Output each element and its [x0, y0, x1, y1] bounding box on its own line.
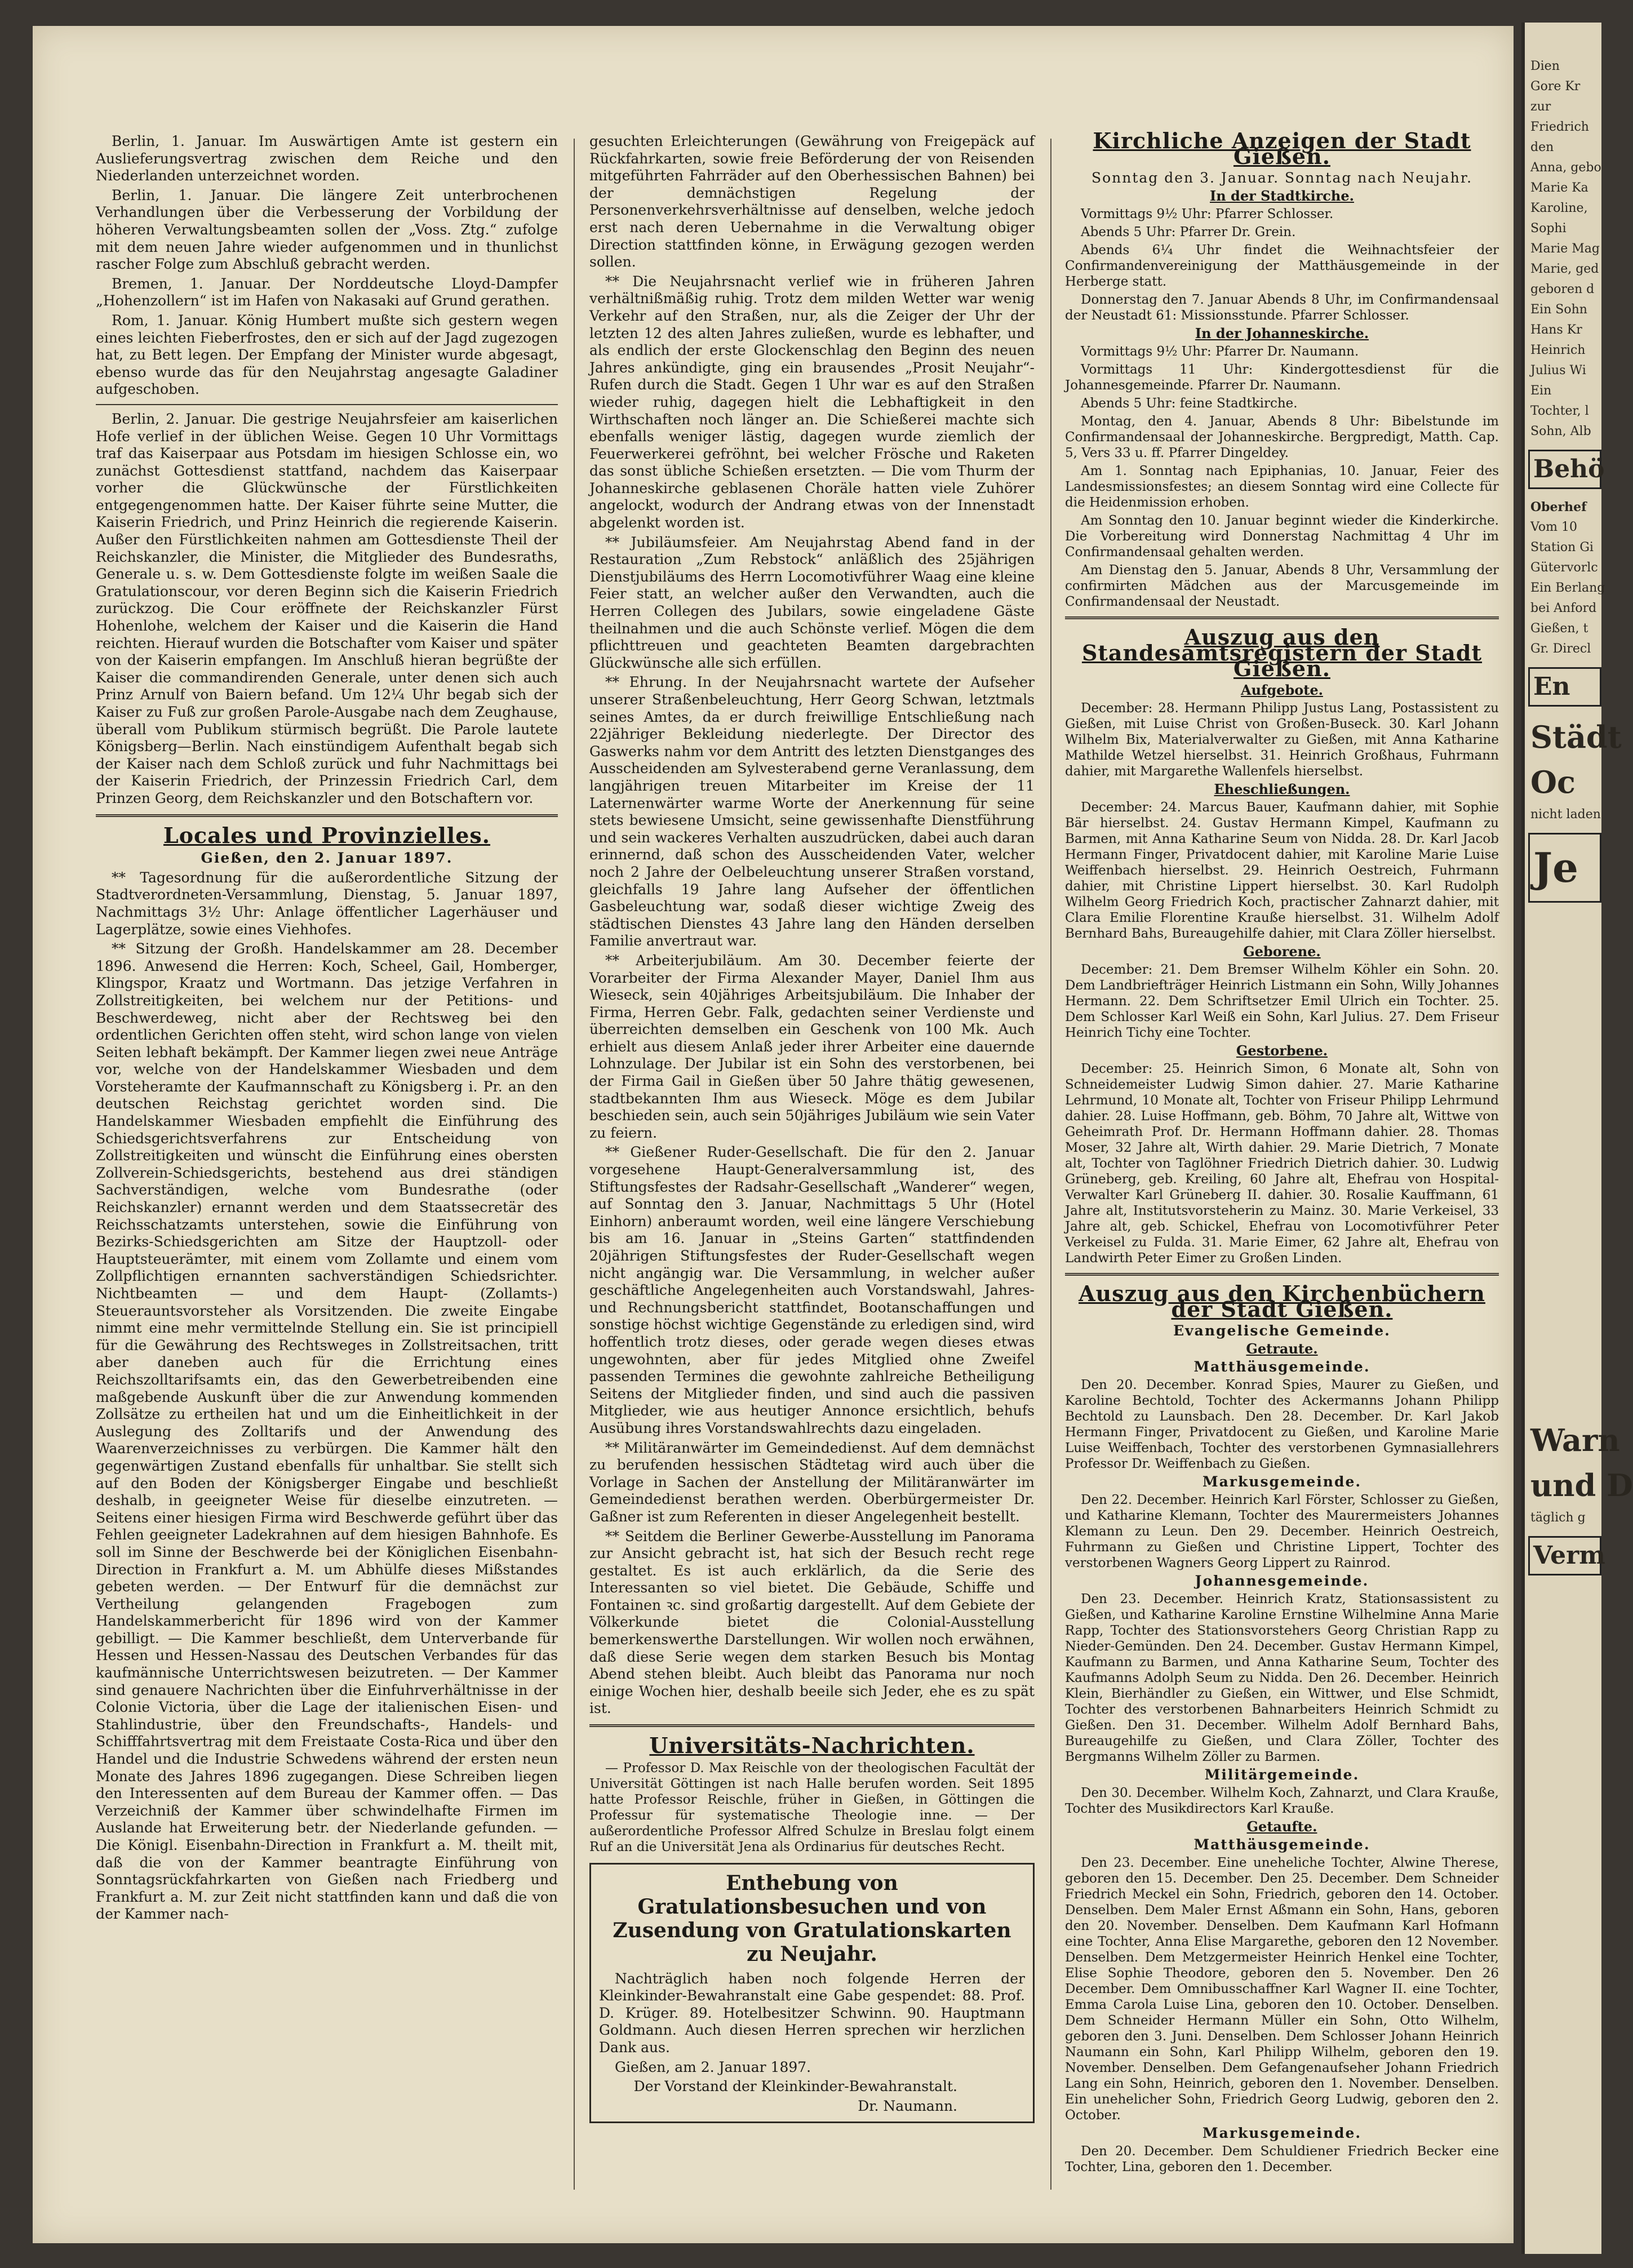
column-divider: [1050, 139, 1051, 2190]
fragment-text: Hans Kr: [1530, 323, 1582, 337]
fragment-text: Gore Kr: [1530, 79, 1581, 94]
article-paragraph: ** Militäranwärter im Gemeindedienst. Auf dem demnächst zu berufenden hessischen Städtetag wird auch über die Vorlage in Sachen der Anstellung der Militäranwärter im Gemeindedienst berathen werden. Oberbürgermeister Dr. Gaßner ist zum Referenten in dieser Angelegenheit bestellt.: [589, 1439, 1035, 1525]
fragment-text: nicht laden: [1530, 807, 1601, 822]
fragment-text: Marie, ged: [1530, 262, 1599, 276]
article-paragraph: — Professor D. Max Reischle von der theologischen Facultät der Universität Göttingen ist nach Halle berufen worden. Seit 1895 hatte Professor Reischle, früher in Gießen, in Göttingen die Professur für systematische Theologie inne. — Der außerordentliche Professor Alfred Schulze in Breslau folgt einem Ruf an die Universität Jena als Ordinarius für deutsches Recht.: [589, 1760, 1035, 1854]
ad-fragment: En: [1528, 667, 1601, 707]
column-divider: [574, 139, 575, 2190]
article-paragraph: ** Arbeiterjubiläum. Am 30. December feierte der Vorarbeiter der Firma Alexander Mayer, Daniel Ihm aus Wieseck, sein 40jähriges Arbeitsjubiläum. Die Inhaber der Firma, Herren Gebr. Falk, gedachten seiner Verdienste und überreichten demselben ein Geschenk von 100 Mk. Auch erhielt aus diesem Anlaß jeder ihrer Arbeiter eine dauernde Lohnzulage. Der Jubilar ist ein Sohn des verstorbenen, bei der Firma Gail in Gießen über 50 Jahre thätig gewesenen, stadtbekannten Ihm aus Wieseck. Möge es dem Jubilar beschieden sein, auch sein 50jähriges Jubiläum wie sein Vater zu feiern.: [589, 952, 1035, 1141]
notice-heading: Enthebung von Gratulationsbesuchen und von Zusendung von Gratulationskarten zu Neujahr.: [613, 1871, 1011, 1966]
register-subheading: Aufgebote.: [1241, 682, 1323, 698]
section-heading: Auszug aus den Kirchenbüchern der Stadt Gießen.: [1079, 1281, 1485, 1322]
fragment-text: Friedrich: [1530, 120, 1589, 134]
fragment-text: Ein Sohn: [1530, 303, 1587, 317]
fragment-text: Tochter, l: [1530, 404, 1589, 418]
church-line: Am 1. Sonntag nach Epiphanias, 10. Januar, Feier des Landesmissionsfestes; an diesem Sonntag wird eine Collecte für die Heidenmission erhoben.: [1065, 464, 1499, 510]
kb-text: Den 23. December. Eine uneheliche Tochter, Alwine Therese, geboren den 15. December. Den 25. December. Dem Schneider Friedrich Meckel ein Sohn, Friedrich, geboren den 14. October. Denselben. Dem Maler Ernst Aßmann ein Sohn, Hans, geboren den 20. November. Denselben. Dem Kaufmann Karl Hofmann eine Tochter, Anna Elise Margarethe, geboren den 12 November. Denselben. Dem Metzgermeister Heinrich Henkel eine Tochter, Elise Sophie Theodore, geboren den 5. November. Den 26 December. Dem Omnibusschaffner Karl Wagner II. eine Tochter, Emma Carola Luise Lina, geboren den 10. October. Denselben. Dem Schneider Hermann Müller ein Sohn, Otto Wilhelm, geboren den 3. Juni. Denselben. Dem Schlosser Johann Heinrich Naumann ein Sohn, Karl Philipp Wilhelm, geboren den 19. November. Denselben. Dem Gefangenaufseher Johann Friedrich Lang ein Sohn, Heinrich, geboren den 1. November. Denselben. Ein unehelicher Sohn, Friedrich Georg Ludwig, geboren den 2. October.: [1065, 1856, 1499, 2123]
fragment-text: täglich g: [1530, 1511, 1586, 1525]
kb-parish: Militärgemeinde.: [1204, 1767, 1360, 1783]
divider: [1065, 1273, 1499, 1276]
ad-fragment: Warn: [1530, 1422, 1620, 1458]
fragment-text: Julius Wi: [1530, 363, 1586, 378]
article-paragraph: Bremen, 1. Januar. Der Norddeutsche Lloyd-Dampfer „Hohenzollern“ ist im Hafen von Nakasaki auf Grund gerathen.: [96, 275, 558, 309]
kb-parish: Markusgemeinde.: [1202, 2125, 1362, 2141]
notice-text: Nachträglich haben noch folgende Herren der Kleinkinder-Bewahranstalt eine Gabe gespendet: 88. Prof. D. Krüger. 89. Hotelbesitzer Schwinn. 90. Hauptmann Goldmann. Auch diesen Herren sprechen wir herzlichen Dank aus.: [599, 1970, 1025, 2056]
fragment-text: Gießen, t: [1530, 622, 1588, 636]
kb-text: Den 20. December. Dem Schuldiener Friedrich Becker eine Tochter, Lina, geboren den 1. December.: [1065, 2144, 1499, 2174]
fragment-text: Ein: [1530, 384, 1552, 398]
article-paragraph: ** Jubiläumsfeier. Am Neujahrstag Abend fand in der Restauration „Zum Rebstock“ anläßlich des 25jährigen Dienstjubiläums des Herrn Locomotivführer Waag eine kleine Feier statt, an welcher außer den Verwandten, auch die Herren Collegen des Jubilars, sowie eingeladene Gäste theilnahmen und die auch Schönste verlief. Mögen die dem pflichttreuen und geachteten Beamten dargebrachten Glückwünsche alle sich erfüllen.: [589, 534, 1035, 671]
article-paragraph: ** Sitzung der Großh. Handelskammer am 28. December 1896. Anwesend die Herren: Koch, Scheel, Gail, Homberger, Klingspor, Kraatz und Wortmann. Das jetzige Verfahren in Zollstreitigkeiten, bei welchem nur der Petitions- und Beschwerdeweg, nicht aber der Rechtsweg bei den ordentlichen Gerichten offen steht, wird schon lange von vielen Seiten lebhaft bekämpft. Der Kammer liegen zwei neue Anträge vor, welche von der Handelskammer Wiesbaden und dem Vorsteheramte der Kaufmannschaft zu Königsberg i. Pr. an den deutschen Reichstag gerichtet worden sind. Die Handelskammer Wiesbaden empfiehlt die Einführung des Schiedsgerichtsverfahrens zur Entscheidung von Zollstreitigkeiten und wünscht die Einführung eines obersten Zollverein-Schiedsgerichts, bestehend aus drei ständigen Sachverständigen, welche vom Bundesrathe (oder Reichskanzler) ernannt werden und dem Staatssecretär des Reichsschatzamts unterstehen, sowie die Einführung von Bezirks-Schiedsgerichten am Sitze der Hauptzoll- oder Hauptsteuerämter, mit einem vom Zollamte und einem vom Zollpflichtigen ernannten sachverständigen Schiedsrichter. Nichtbeamten — und dem Haupt- (Zollamts-) Steuerauntsvorsteher als Vorsitzenden. Die zweite Eingabe nimmt eine mehr vermittelnde Stellung ein. Sie ist principiell für die Gewährung des Rechtsweges in Zollstreitsachen, tritt aber daneben auch für die Errichtung eines Reichszolltarifsamts ein, das den Gewerbetreibenden eine maßgebende Auskunft über die zur Anwendung kommenden Zollsätze zu ertheilen hat und um die Einheitlichkeit in der Auslegung des Zolltarifs und der Anwendung des Waarenverzeichnisses zu verbürgen. Die Kammer hält den gegenwärtigen Zustand ebenfalls für unhaltbar. Sie stellt sich auf den Boden der Königsberger Eingabe und beschließt deshalb, in geeigneter Weise für dieselbe einzutreten. — Seitens einer hiesigen Firma wird Beschwerde geführt über das Fehlen geeigneter Ladekrahnen auf dem hiesigen Bahnhofe. Es soll im Sinne der Beschwerde bei der Königlichen Eisenbahn-Direction in Frankfurt a. M. um Abhülfe dieses Mißstandes gebeten werden. — Der Entwurf für die demnächst zur Vertheilung gelangenden Fragebogen zum Handelskammerbericht für 1896 wird von der Kammer gebilligt. — Die Kammer beschließt, dem Unterverbande für Hessen und Hessen-Nassau des Deutschen Verbandes für das kaufmännische Unterrichtswesen beizutreten. — Der Kammer sind genauere Nachrichten über die Einfuhrverhältnisse in der Colonie Victoria, über die Lage der italienischen Eisen- und Stahlindustrie, über den Freundschafts-, Handels- und Schifffahrtsvertrag mit dem Freistaate Costa-Rica und über den Handel und die Industrie Schwedens während der ersten neun Monate des Jahres 1896 zugegangen. Diese Schreiben liegen den Interessenten auf dem Bureau der Kammer offen. — Das Verzeichniß der Kammer über schwindelhafte Firmen im Auslande hat Erweiterung betr. der Niederlande gefunden. — Die Königl. Eisenbahn-Direction in Frankfurt a. M. theilt mit, daß die von der Kammer beantragte Einführung von Sonntagsrückfahrkarten von Gießen nach Friedberg und Frankfurt a. M. zur Zeit nicht stattfinden kann und daß die von der Kammer nach-: [96, 940, 558, 1923]
divider: [589, 1724, 1035, 1727]
article-paragraph: ** Tagesordnung für die außerordentliche Sitzung der Stadtverordneten-Versammlung, Dienstag, 5. Januar 1897, Nachmittags 3½ Uhr: Anlage öffentlicher Lagerhäuser und Lagerplätze, sowie eines Viehhofes.: [96, 869, 558, 938]
notice-box: [589, 1863, 1035, 2124]
register-subheading: Eheschließungen.: [1214, 781, 1350, 797]
divider: [96, 814, 558, 817]
kb-parish: Matthäusgemeinde.: [1193, 1836, 1370, 1853]
newspaper-page: [33, 26, 1514, 2243]
fragment-text: Anna, gebo: [1530, 161, 1601, 175]
fragment-text: geboren d: [1530, 282, 1595, 296]
adjacent-page: [1521, 23, 1633, 2254]
article-paragraph: Berlin, 1. Januar. Im Auswärtigen Amte ist gestern ein Auslieferungsvertrag zwischen dem Reiche und den Niederlanden unterzeichnet worden.: [96, 133, 558, 184]
section-heading: Universitäts-Nachrichten.: [649, 1733, 975, 1759]
register-text: December: 24. Marcus Bauer, Kaufmann dahier, mit Sophie Bär hierselbst. 24. Gustav Hermann Kimpel, Kaufmann zu Barmen, mit Anna Katharine Seum von Nidda. 28. Dr. Karl Jacob Hermann Finger, Privatdocent dahier, mit Karoline Marie Luise Weiffenbach hierselbst. 29. Heinrich Oestreich, Fuhrmann dahier, mit Christine Lippert hierselbst. 30. Karl Rudolph Wilhelm Georg Friedrich Koch, practischer Zahnarzt dahier, mit Clara Emilie Florentine Krauße hierselbst. 31. Wilhelm Adolf Bernhard Bahs, Bureaugehilfe dahier, mit Clara Zöller hierselbst.: [1065, 800, 1499, 941]
church-line: Abends 5 Uhr: Pfarrer Dr. Grein.: [1081, 225, 1296, 239]
notice-signature: Dr. Naumann.: [858, 2097, 957, 2114]
fragment-text: Gütervorlc: [1530, 561, 1598, 575]
church-line: Abends 6¼ Uhr findet die Weihnachtsfeier der Confirmandenvereinigung der Matthäusgemeinde in der Herberge statt.: [1065, 243, 1499, 289]
church-line: Vormittags 9½ Uhr: Pfarrer Dr. Naumann.: [1081, 344, 1359, 359]
kb-parish: Johannesgemeinde.: [1195, 1573, 1369, 1589]
fragment-text: zur: [1530, 100, 1551, 114]
fragment-text: Marie Ka: [1530, 181, 1588, 195]
fragment-text: Station Gi: [1530, 540, 1594, 554]
church-line: Am Dienstag den 5. Januar, Abends 8 Uhr, Versammlung der confirmirten Mädchen aus der Marcusgemeinde im Confirmandensaal der Neustadt.: [1065, 563, 1499, 609]
register-text: December: 21. Dem Bremser Wilhelm Köhler ein Sohn. 20. Dem Landbriefträger Heinrich Listmann ein Sohn, Willy Johannes Hermann. 22. Dem Schriftsetzer Emil Ulrich ein Tochter. 25. Dem Schlosser Karl Weiß ein Sohn, Karl Julius. 27. Dem Friseur Heinrich Tichy eine Tochter.: [1065, 962, 1499, 1040]
church-subheading: In der Stadtkirche.: [1210, 188, 1354, 204]
column-right: [1065, 128, 1499, 2177]
kb-subheading: Getaufte.: [1246, 1818, 1317, 1835]
fragment-text: den: [1530, 140, 1554, 154]
kb-parish: Markusgemeinde.: [1202, 1473, 1362, 1490]
kb-parish: Matthäusgemeinde.: [1193, 1359, 1370, 1375]
column-left: [96, 133, 558, 1925]
fragment-text: Sophi: [1530, 221, 1567, 236]
church-line: Vormittags 9½ Uhr: Pfarrer Schlosser.: [1081, 207, 1334, 221]
register-subheading: Gestorbene.: [1236, 1042, 1328, 1059]
fragment-text: Ein Berlang: [1530, 581, 1605, 595]
fragment-text: Vom 10: [1530, 520, 1577, 534]
ad-fragment: und D: [1530, 1467, 1633, 1503]
fragment-text: bei Anford: [1530, 601, 1597, 615]
church-line: Abends 5 Uhr: feine Stadtkirche.: [1081, 396, 1298, 411]
ad-fragment: Oc: [1530, 764, 1576, 800]
kb-text: Den 20. December. Konrad Spies, Maurer zu Gießen, und Karoline Bechtold, Tochter des Ackermanns Johann Philipp Bechtold zu Launsbach. Den 28. December. Dr. Karl Jakob Hermann Finger, Privatdocent zu Gießen, und Karoline Marie Luise Weiffenbach, Tochter des verstorbenen Gymnasiallehrers Professor Dr. Weiffenbach zu Gießen.: [1065, 1378, 1499, 1471]
article-paragraph: ** Seitdem die Berliner Gewerbe-Ausstellung im Panorama zur Ansicht gebracht ist, hat sich der Besuch recht rege gestaltet. Es ist auch erklärlich, da die Serie des Interessanten so viel bietet. Die Gebäude, Schiffe und Fontainen ꝛc. sind großartig dargestellt. Auf dem Gebiete der Völkerkunde bietet die Colonial-Ausstellung bemerkenswerthe Darstellungen. Wir wollen noch erwähnen, daß diese Serie wegen dem starken Besuch bis Montag Abend stehen bleibt. Auch bleibt das Panorama nur noch einige Wochen hier, deshalb beeile sich Jeder, ehe es zu spät ist.: [589, 1528, 1035, 1717]
divider: [1065, 616, 1499, 619]
article-paragraph: Berlin, 2. Januar. Die gestrige Neujahrsfeier am kaiserlichen Hofe verlief in der üblichen Weise. Gegen 10 Uhr Vormittags traf das Kaiserpaar aus Potsdam im hiesigen Schlosse ein, wo zunächst Gottesdienst stattfand, nachdem das Kaiserpaar vorher die Glückwünsche der Fürstlichkeiten entgegengenommen hatte. Der Kaiser führte seine Mutter, die Kaiserin Friedrich, und Prinz Heinrich die regierende Kaiserin. Außer den Fürstlichkeiten nahmen am Gottesdienste Theil der Reichskanzler, die Minister, die Mitglieder des Bundesraths, Generale u. s. w. Dem Gottesdienste folgte im weißen Saale die Gratulationscour, vor deren Beginn sich die Kaiserin Friedrich zurückzog. Die Cour eröffnete der Reichskanzler Fürst Hohenlohe, welchem der Kaiser und die Kaiserin die Hand reichten. Hierauf wurden die Botschafter vom Kaiser und später von der Kaiserin empfangen. Im Anschluß hieran begrüßte der Kaiser die commandirenden Generale, unter denen sich auch Prinz Arnulf von Baiern befand. Um 12¼ Uhr begab sich der Kaiser zu Fuß zur großen Parole-Ausgabe nach dem Zeughause, überall vom Publikum stürmisch begrüßt. Die Parole lautete Königsberg—Berlin. Nach einstündigem Aufenthalt begab sich der Kaiser nach dem Schloß zurück und fuhr Nachmittags bei der Kaiserin Friedrich, der Prinzessin Friedrich Carl, dem Prinzen Georg, dem Reichskanzler und den Botschaftern vor.: [96, 410, 558, 806]
register-text: December: 25. Heinrich Simon, 6 Monate alt, Sohn von Schneidemeister Ludwig Simon dahier. 27. Marie Katharine Lehrmund, 10 Monate alt, Tochter von Friseur Philipp Lehrmund dahier. 28. Luise Hoffmann, geb. Böhm, 70 Jahre alt, Wittwe von Geheimrath Prof. Dr. Hermann Hoffmann dahier. 28. Thomas Moser, 32 Jahre alt, Wirth dahier. 29. Marie Dietrich, 7 Monate alt, Tochter von Taglöhner Friedrich Dietrich dahier. 30. Ludwig Grüneberg, geb. Kreiling, 60 Jahre alt, Ehefrau von Hospital-Verwalter Karl Grüneberg II. dahier. 30. Rosalie Kauffmann, 61 Jahre alt, Institutsvorsteherin zu Mainz. 30. Marie Verkeisel, 33 Jahre alt, geb. Schickel, Ehefrau von Locomotivführer Peter Verkeisel zu Fulda. 31. Marie Eimer, 62 Jahre alt, Ehefrau von Landwirth Peter Eimer zu Großen Linden.: [1065, 1062, 1499, 1266]
section-heading: Locales und Provinzielles.: [163, 822, 491, 848]
church-line: Am Sonntag den 10. Januar beginnt wieder die Kinderkirche. Die Vorbereitung wird Donnerstag Nachmittag 4 Uhr im Confirmandensaal gehalten werden.: [1065, 513, 1499, 560]
kb-text: Den 30. December. Wilhelm Koch, Zahnarzt, und Clara Krauße, Tochter des Musikdirectors Karl Krauße.: [1065, 1786, 1499, 1816]
register-subheading: Geborene.: [1243, 943, 1321, 960]
church-line: Montag, den 4. Januar, Abends 8 Uhr: Bibelstunde im Confirmandensaal der Johanneskirche. Bergpredigt, Matth. Cap. 5, Vers 33 u. ff. Pfarrer Dingeldey.: [1065, 414, 1499, 460]
column-middle: [589, 133, 1035, 2131]
kb-text: Den 22. December. Heinrich Karl Förster, Schlosser zu Gießen, und Katharine Klemann, Tochter des Maurermeisters Johannes Klemann zu Leun. Den 29. December. Heinrich Oestreich, Fuhrmann zu Gießen und Christine Lippert, Tochter des verstorbenen Wagners Georg Lippert zu Rainrod.: [1065, 1493, 1499, 1570]
fragment-text: Heinrich: [1530, 343, 1586, 357]
kb-text: Den 23. December. Heinrich Kratz, Stationsassistent zu Gießen, und Katharine Karoline Ernstine Wilhelmine Anna Marie Rapp, Tochter des Stationsvorstehers Georg Christian Rapp zu Nieder-Gemünden. Den 24. December. Gustav Hermann Kimpel, Kaufmann zu Barmen, und Anna Katharine Seum, Tochter des Kaufmanns Adolph Seum zu Nidda. Den 26. December. Heinrich Klein, Bierhändler zu Gießen, ein Wittwer, und Else Schmidt, Tochter des verstorbenen Bahnarbeiters Heinrich Schmidt zu Gießen. Den 31. December. Wilhelm Adolf Bernhard Bahs, Bureaugehilfe zu Gießen, und Clara Zöller, Tochter des Bergmanns Wilhelm Zöller zu Barmen.: [1065, 1592, 1499, 1764]
fragment-text: Karoline,: [1530, 201, 1588, 215]
ad-fragment: Städt: [1530, 719, 1622, 755]
notice-signature: Der Vorstand der Kleinkinder-Bewahranstalt.: [633, 2078, 957, 2095]
article-paragraph: Berlin, 1. Januar. Die längere Zeit unterbrochenen Verhandlungen über die Verbesserung der Vorbildung der höheren Verwaltungsbeamten sollen der „Voss. Ztg.“ zufolge mit dem neuen Jahre wieder aufgenommen und in thunlichst rascher Folge zum Abschluß gebracht werden.: [96, 187, 558, 273]
church-subheading: In der Johanneskirche.: [1195, 325, 1369, 341]
divider: [96, 404, 558, 405]
article-paragraph: ** Ehrung. In der Neujahrsnacht wartete der Aufseher unserer Straßenbeleuchtung, Herr Georg Schwan, letztmals seines Amtes, da er durch freiwillige Entschließung nach 22jähriger Bekleidung niederlegte. Der Director des Gaswerks nahm vor dem Antritt des letzten Dienstganges des Ausscheidenden am Sylvesterabend gerne Veranlassung, dem langjährigen treuen Mitarbeiter im Kreise der 11 Laternenwärter warme Worte der Anerkennung für seine stets bewiesene Umsicht, seine gewissenhafte Dienstführung und sein wackeres Verhalten auszudrücken, dabei auch daran erinnernd, daß schon des Ausscheidenden Vater, welcher noch 2 Jahre der Oelbeleuchtung unserer Straßen vorstand, gleichfalls 19 Jahre lang Aufseher der öffentlichen Gasbeleuchtung war, sodaß dieser wichtige Zweig des städtischen Dienstes 43 Jahre lang den Händen derselben Familie anvertraut war.: [589, 674, 1035, 949]
ad-fragment: Je: [1528, 833, 1601, 903]
fragment-text: Oberhef: [1530, 500, 1587, 514]
fragment-text: Gr. Direcl: [1530, 642, 1591, 656]
church-line: Donnerstag den 7. Januar Abends 8 Uhr, im Confirmandensaal der Neustadt 61: Missionsstunde. Pfarrer Schlosser.: [1065, 292, 1499, 323]
church-line: Vormittags 11 Uhr: Kindergottesdienst für die Johannesgemeinde. Pfarrer Dr. Naumann.: [1065, 362, 1499, 393]
ad-fragment: Verm: [1528, 1536, 1601, 1575]
notice-date: Gießen, am 2. Januar 1897.: [615, 2058, 811, 2075]
fragment-text: Sohn, Alb: [1530, 424, 1591, 438]
article-paragraph: Rom, 1. Januar. König Humbert mußte sich gestern wegen eines leichten Fieberfrostes, den er sich auf der Jagd zugezogen hat, zu Bett legen. Der Empfang der Minister wurde abgesagt, ebenso wurde das für den Neujahrstag angesagte Galadiner aufgeschoben.: [96, 312, 558, 398]
article-paragraph: ** Die Neujahrsnacht verlief wie in früheren Jahren verhältnißmäßig ruhig. Trotz dem milden Wetter war wenig Verkehr auf den Straßen, nur, als die Zeiger der Uhr der letzten 12 des alten Jahres zuließen, wurde es lebhafter, und als endlich der erste Glockenschlag den Beginn des neuen Jahres ankündigte, ging ein brausendes „Prosit Neujahr“-Rufen durch die Stadt. Gegen 1 Uhr war es auf den Straßen wieder ruhig, dagegen hielt die Lebhaftigkeit in den Wirthschaften noch länger an. Die Schießerei machte sich ebenfalls weniger lästig, dagegen wurde ziemlich der Feuerwerkerei gefröhnt, bei welcher Frösche und Raketen das sonst übliche Schießen ersetzten. — Die vom Thurm der Johanneskirche geblasenen Choräle hatten viele Zuhörer angelockt, wodurch der Andrang etwas von der Innenstadt abgelenkt worden ist.: [589, 273, 1035, 531]
section-heading: Auszug aus den Standesamtsregistern der Stadt Gießen.: [1081, 624, 1483, 681]
kb-subheading: Evangelische Gemeinde.: [1173, 1322, 1391, 1339]
church-date: Sonntag den 3. Januar. Sonntag nach Neujahr.: [1091, 170, 1473, 186]
fragment-text: Dien: [1530, 59, 1560, 73]
article-paragraph: gesuchten Erleichterungen (Gewährung von Freigepäck auf Rückfahrkarten, sowie freie Beförderung der von Reisenden mitgeführten Fahrräder auf den Oberhessischen Bahnen) bei der demnächstigen Regelung der Personenverkehrsverhältnisse auf denselben, welche jedoch erst nach deren Uebernahme in die Verwaltung obiger Direction stattfinden könne, in Erwägung gezogen werden sollen.: [589, 133, 1035, 270]
section-heading: Kirchliche Anzeigen der Stadt Gießen.: [1093, 128, 1471, 169]
kb-subheading: Getraute.: [1246, 1341, 1318, 1357]
fragment-text: Marie Mag: [1530, 242, 1600, 256]
register-text: December: 28. Hermann Philipp Justus Lang, Postassistent zu Gießen, mit Luise Christ von Großen-Buseck. 30. Karl Johann Wilhelm Bix, Materialverwalter zu Gießen, mit Anna Katharine Mathilde Wetzel hierselbst. 31. Heinrich Großhaus, Fuhrmann dahier, mit Margarethe Wallenfels hierselbst.: [1065, 701, 1499, 779]
ad-fragment: Behö: [1528, 450, 1601, 489]
article-paragraph: ** Gießener Ruder-Gesellschaft. Die für den 2. Januar vorgesehene Haupt-Generalversammlung ist, des Stiftungsfestes der Radsahr-Gesellschaft „Wanderer“ wegen, auf Sonntag den 3. Januar, Nachmittags 5 Uhr (Hotel Einhorn) anberaumt worden, weil eine längere Verschiebung bis am 16. Januar in „Steins Garten“ stattfindenden 20jährigen Stiftungsfestes der Ruder-Gesellschaft wegen nicht angängig war. Die Versammlung, in welcher außer geschäftliche Angelegenheiten auch Vorstandswahl, Jahres- und Rechnungsbericht stattfindet, Bootanschaffungen und sonstige höchst wichtige Gegenstände zu erledigen sind, wird hoffentlich trotz dieses, oder gerade wegen dieses etwas ungewohnten, aber für jedes Mitglied ohne Zweifel passenden Termines die gewohnte zahlreiche Betheiligung Seitens der Mitglieder finden, und sind auch die passiven Mitglieder, wie aus heutiger Annonce ersichtlich, behufs Ausübung ihres Vorstandswahlrechts dazu eingeladen.: [589, 1144, 1035, 1436]
dateline: Gießen, den 2. Januar 1897.: [201, 850, 453, 867]
